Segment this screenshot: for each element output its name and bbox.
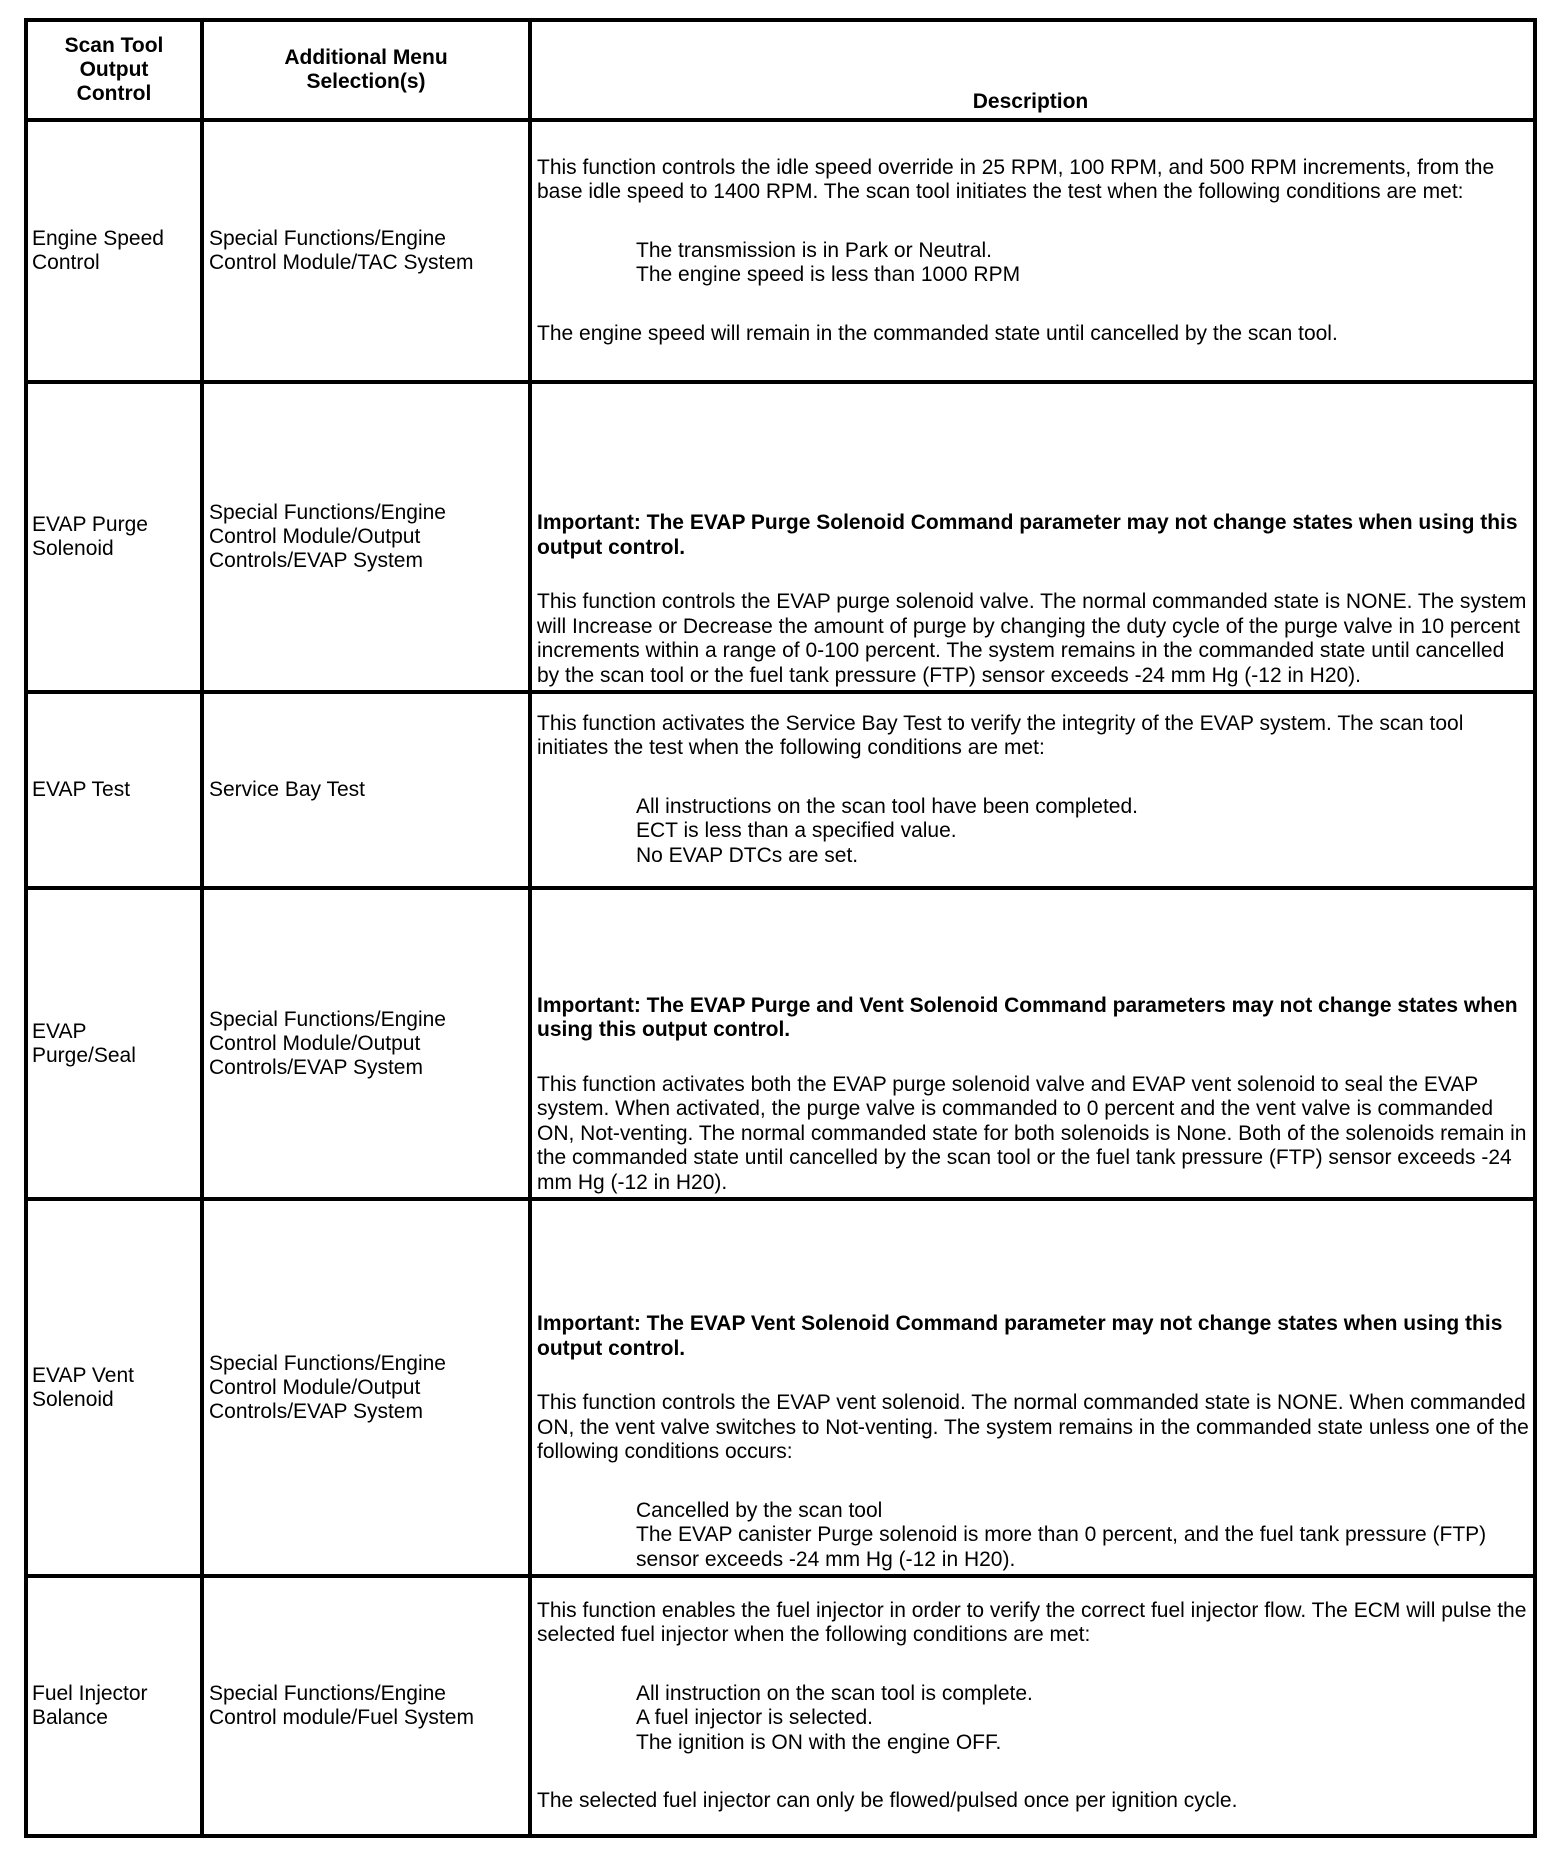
condition-item: The transmission is in Park or Neutral. [636, 238, 992, 262]
header-scan-tool-output-control: Scan Tool Output Control [64, 34, 164, 105]
description [528, 1201, 1533, 1574]
table-row [28, 1197, 1533, 1574]
description [528, 694, 1533, 886]
menu-selection: Special Functions/Engine Control Module/Output Controls/EVAP System [200, 1201, 528, 1574]
control-name: Fuel Injector Balance [32, 1682, 148, 1729]
description-note: The selected fuel injector can only be flowed/pulsed once per ignition cycle. [537, 1789, 1238, 1812]
condition-item: ECT is less than a specified value. [636, 819, 957, 843]
header-description: Description [528, 22, 1533, 118]
condition-item: A fuel injector is selected. [636, 1706, 873, 1729]
table-row [28, 118, 1533, 380]
condition-item: The EVAP canister Purge solenoid is more than 0 percent, and the fuel tank pressure (FTP) sensor exceeds -24 mm Hg (-12 in H20). [636, 1523, 1487, 1571]
header-additional-menu-selections: Additional Menu Selection(s) [200, 22, 528, 118]
output-controls-table [24, 18, 1537, 1838]
control-name: Engine Speed Control [32, 227, 164, 274]
description [528, 1578, 1533, 1834]
description-intro: This function activates both the EVAP purge solenoid valve and EVAP vent solenoid to seal the EVAP system. When activated, the purge valve is commanded to 0 percent and the vent valve is commanded ON, Not-venting. The normal commanded state for both solenoids is None. Both of the solenoids remain in the commanded state until cancelled by the scan tool or the fuel tank pressure (FTP) sensor exceeds -24 mm Hg (-12 in H20). [537, 1072, 1527, 1194]
description-intro: This function controls the EVAP purge solenoid valve. The normal commanded state is NONE. The system will Increase or Decrease the amount of purge by changing the duty cycle of the purge valve in 10 percent increments within a range of 0-100 percent. The system remains in the commanded state until cancelled by the scan tool or the fuel tank pressure (FTP) sensor exceeds -24 mm Hg (-12 in H20). [537, 590, 1527, 687]
control-name: EVAP Vent Solenoid [32, 1363, 134, 1411]
control-name: EVAP Purge/Seal [32, 1019, 136, 1067]
description-intro: This function activates the Service Bay Test to verify the integrity of the EVAP system. The scan tool initiates the test when the following conditions are met: [537, 711, 1464, 760]
description-intro: This function enables the fuel injector in order to verify the correct fuel injector flow. The ECM will pulse the selected fuel injector when the following conditions are met: [537, 1598, 1527, 1646]
table-row [28, 886, 1533, 1197]
condition-item: The ignition is ON with the engine OFF. [636, 1730, 1002, 1754]
menu-selection: Special Functions/Engine Control Module/TAC System [200, 122, 528, 380]
description [528, 890, 1533, 1197]
menu-selection: Special Functions/Engine Control Module/Output Controls/EVAP System [200, 890, 528, 1197]
description [528, 384, 1533, 690]
description [528, 122, 1533, 380]
condition-item: All instruction on the scan tool is complete. [636, 1681, 1033, 1705]
condition-item: No EVAP DTCs are set. [636, 843, 859, 867]
description-intro: This function controls the EVAP vent solenoid. The normal commanded state is NONE. When commanded ON, the vent valve switches to Not-venting. The system remains in the commanded state unless one of the following conditions occurs: [537, 1391, 1529, 1463]
menu-selection: Special Functions/Engine Control module/Fuel System [200, 1578, 528, 1834]
table-row [28, 1574, 1533, 1834]
description-intro: This function controls the idle speed override in 25 RPM, 100 RPM, and 500 RPM increments, from the base idle speed to 1400 RPM. The scan tool initiates the test when the following conditions are met: [537, 155, 1495, 204]
condition-item: The engine speed is less than 1000 RPM [636, 263, 1021, 287]
important-note: Important: The EVAP Purge and Vent Solenoid Command parameters may not change states when using this output control. [537, 993, 1518, 1041]
table-row [28, 380, 1533, 690]
condition-item: Cancelled by the scan tool [636, 1498, 883, 1522]
important-note: Important: The EVAP Purge Solenoid Command parameter may not change states when using this output control. [537, 511, 1518, 559]
menu-selection: Service Bay Test [200, 694, 528, 886]
table-header-row [28, 22, 1533, 118]
condition-item: All instructions on the scan tool have been completed. [636, 794, 1138, 818]
table-row [28, 690, 1533, 886]
control-name: EVAP Purge Solenoid [32, 513, 148, 560]
description-note: The engine speed will remain in the commanded state until cancelled by the scan tool. [537, 321, 1338, 345]
control-name: EVAP Test [32, 778, 131, 801]
menu-selection: Special Functions/Engine Control Module/Output Controls/EVAP System [200, 384, 528, 690]
important-note: Important: The EVAP Vent Solenoid Command parameter may not change states when using this output control. [537, 1312, 1503, 1360]
